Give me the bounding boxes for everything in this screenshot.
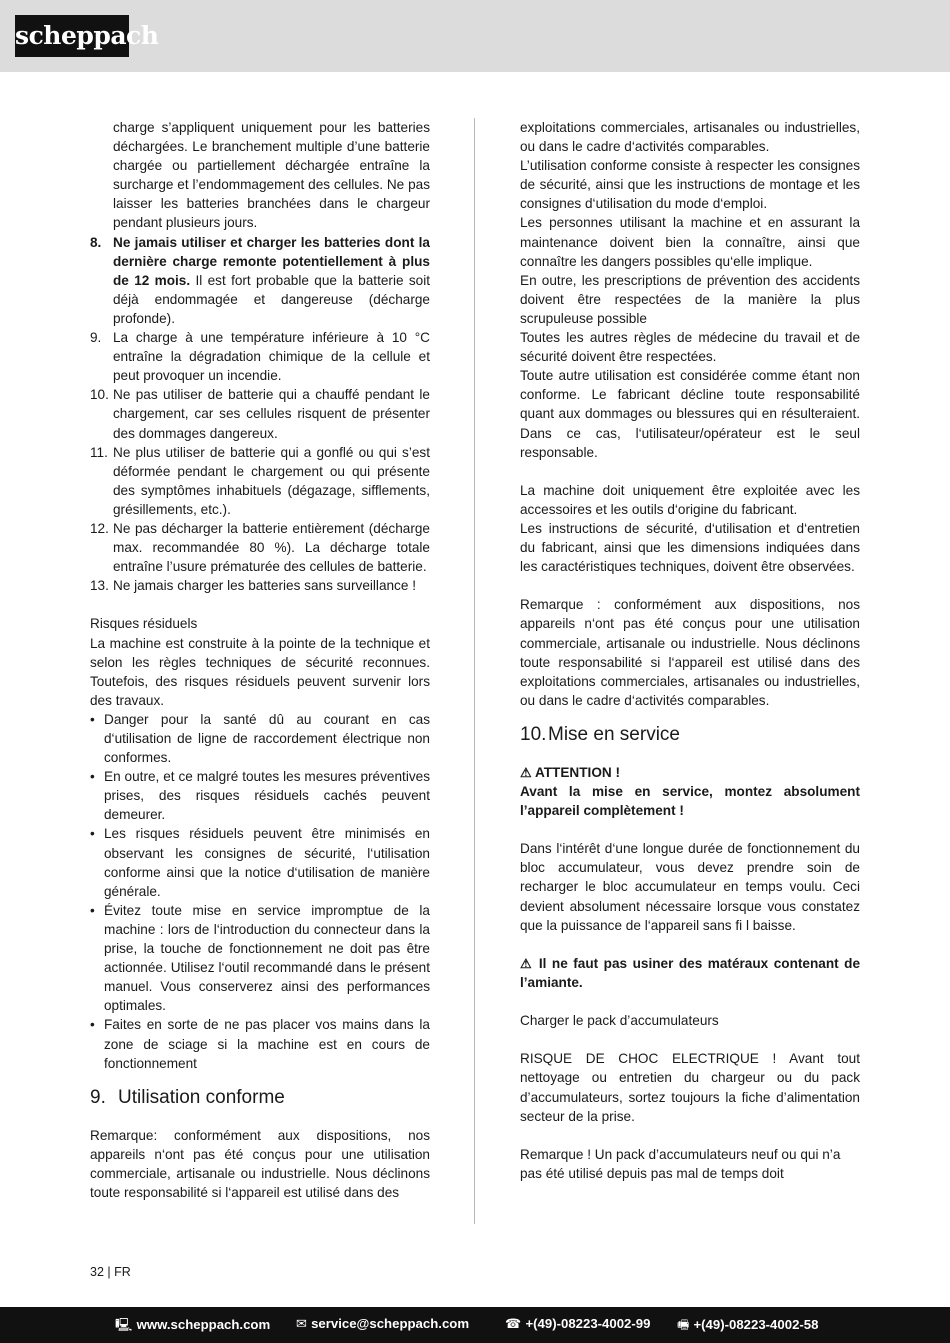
- item-number: 10.: [90, 387, 109, 403]
- item-text: Ne jamais charger les batteries sans surveillance !: [113, 578, 416, 594]
- website-link[interactable]: www.scheppach.com: [136, 1317, 271, 1332]
- paragraph: Les personnes utilisant la machine et en assurant la maintenance doivent bien la connaître, ainsi que connaître les dangers possibles qu‘elle implique.: [520, 215, 860, 269]
- section-number: 9.: [90, 1086, 106, 1108]
- paragraph: RISQUE DE CHOC ELECTRIQUE ! Avant tout nettoyage ou entretien du chargeur ou du pack d’accumulateurs, sortez toujours la fiche d’alimentation secteur de la prise.: [520, 1051, 860, 1124]
- bullet-item: [90, 824, 430, 900]
- section-9-heading: [90, 1086, 430, 1110]
- list-item-12: [90, 519, 430, 576]
- bullet-mark: •: [90, 711, 95, 727]
- header-band: [0, 0, 950, 72]
- column-divider: [474, 118, 475, 1224]
- bullet-item: [90, 901, 430, 1016]
- item-text: Ne pas utiliser de batterie qui a chauffé pendant le chargement, car ses cellules risquent de présenter des dommages dangereux.: [113, 387, 430, 441]
- bullet-mark: •: [90, 1017, 95, 1033]
- item-number: 12.: [90, 520, 109, 536]
- warning-icon: ⚠: [520, 764, 532, 780]
- computer-icon: 🖳: [115, 1317, 133, 1332]
- risques-title: Risques résiduels: [90, 616, 198, 632]
- section-title: Utilisation conforme: [118, 1086, 285, 1108]
- bullet-text: En outre, et ce malgré toutes les mesures préventives prises, des risques résiduels cachés peuvent demeurer.: [104, 769, 430, 823]
- section-9-paragraph: Remarque: conformément aux dispositions, nos appareils n‘ont pas été conçus pour une utilisation commerciale, artisanale ou industrielle. Nous déclinons toute responsabilité si l‘appareil est utilisé dans des: [90, 1127, 430, 1200]
- bullet-item: [90, 767, 430, 824]
- item-number: 8.: [90, 234, 102, 250]
- item-number: 11.: [90, 444, 108, 460]
- item-8-rest: Il est fort probable que la batterie soit déjà endommagée et dangereuse (décharge profonde).: [113, 272, 431, 326]
- bullet-text: Les risques résiduels peuvent être minimisés en observant les consignes de sécurité, l‘utilisation conforme ainsi que la notice d‘utilisation de manière générale.: [104, 826, 430, 899]
- footer-phone[interactable]: [505, 1316, 650, 1332]
- paragraph: Les instructions de sécurité, d‘utilisation et d‘entretien du fabricant, ainsi que les dimensions indiquées dans les caractéristiques techniques, doivent être observées.: [520, 520, 860, 575]
- list-item-13: [90, 576, 430, 595]
- bullet-mark: •: [90, 769, 95, 785]
- scheppach-logo: scheppach: [15, 15, 129, 57]
- item-7-continuation: charge s’appliquent uniquement pour les batteries déchargées. Le branchement multiple d’une batterie chargée ou partiellement déchargée entraîne la surcharge et l’endommagement des cellules. Ne pas laisser les batteries branchées dans le chargeur pendant plusieurs jours.: [113, 120, 430, 231]
- left-column: [90, 118, 430, 1202]
- list-item-9: [90, 328, 430, 385]
- paragraph: Remarque ! Un pack d’accumulateurs neuf ou qui n’a pas été utilisé depuis pas mal de temps doit: [520, 1146, 841, 1181]
- mail-icon: ✉: [296, 1316, 308, 1331]
- paragraph: Remarque : conformément aux dispositions, nos appareils n‘ont pas été conçus pour une utilisation commerciale, artisanale ou industrielle. Nous déclinons toute responsabilité si l‘appareil est utilisé dans des exploitations commerciales, artisanales ou industrielles, ou dans le cadre d‘activités comparables.: [520, 597, 860, 708]
- paragraph: L’utilisation conforme consiste à respecter les consignes de sécurité, ainsi que les instructions de montage et les consignes d‘utilisation du mode d‘emploi.: [520, 158, 860, 212]
- paragraph: Toutes les autres règles de médecine du travail et de sécurité doivent être respectées.: [520, 330, 860, 365]
- list-item-11: [90, 443, 430, 519]
- paragraph: Charger le pack d’accumulateurs: [520, 1013, 719, 1029]
- list-item-8: [90, 233, 430, 328]
- section-title: Mise en service: [548, 723, 680, 745]
- warning-icon: ⚠: [520, 955, 534, 971]
- phone-number[interactable]: +(49)-08223-4002-99: [525, 1316, 651, 1331]
- item-number: 9.: [90, 330, 102, 346]
- item-8-bold: Ne jamais utiliser et charger les batteries dont la dernière charge remonte potentiellement à plus de 12 mois.: [113, 234, 430, 288]
- fax-number: +(49)-08223-4002-58: [693, 1317, 819, 1332]
- paragraph: En outre, les prescriptions de prévention des accidents doivent être respectées de la manière la plus scrupuleuse possible: [520, 272, 860, 326]
- footer-bar: [0, 1307, 950, 1343]
- right-column: [520, 118, 860, 1183]
- item-text: La charge à une température inférieure à 10 °C entraîne la dégradation chimique de la cellule et peut provoquer un incendie.: [113, 330, 430, 384]
- bullet-text: Faites en sorte de ne pas placer vos mains dans la zone de sciage si la machine est en cours de fonctionnement: [104, 1017, 430, 1071]
- fax-icon: 🖷: [677, 1317, 690, 1332]
- bullet-mark: •: [90, 826, 95, 842]
- phone-icon: ☎: [505, 1316, 522, 1331]
- item-number: 13.: [90, 578, 109, 594]
- paragraph: La machine doit uniquement être exploitée avec les accessoires et les outils d‘origine du fabricant.: [520, 482, 860, 517]
- risques-intro: La machine est construite à la pointe de la technique et selon les règles techniques de sécurité reconnues. Toutefois, des risques résiduels peuvent survenir lors des travaux.: [90, 635, 430, 708]
- warning-text: Il ne faut pas usiner des matéraux contenant de l’amiante.: [520, 955, 861, 990]
- footer-email[interactable]: [296, 1316, 469, 1332]
- page-number: 32 | FR: [90, 1265, 131, 1279]
- bullet-text: Danger pour la santé dû au courant en cas d‘utilisation de ligne de raccordement électrique non conformes.: [104, 711, 430, 766]
- warning-text: Avant la mise en service, montez absolument l’appareil complètement !: [520, 784, 860, 819]
- footer-website[interactable]: [115, 1316, 270, 1338]
- item-text: Ne plus utiliser de batterie qui a gonflé ou qui s’est déformée pendant le chargement ou qui présente des symptômes inhabituels (dégazage, sifflements, grésillements, etc.).: [113, 444, 430, 517]
- paragraph: exploitations commerciales, artisanales ou industrielles, ou dans le cadre d‘activités comparables.: [520, 120, 860, 155]
- section-10-heading: [520, 723, 860, 747]
- paragraph: Dans l‘intérêt d‘une longue durée de fonctionnement du bloc accumulateur, vous devez prendre soin de recharger le bloc accumulateur en temps voulu. Ceci devient absolument nécessaire lorsque vous constatez que la puissance de l‘appareil sans fi l baisse.: [520, 841, 860, 933]
- bullet-text: Évitez toute mise en service impromptue de la machine : lors de l‘introduction du connecteur dans la prise, la touche de fonctionnement ne doit pas être actionnée. Utilisez l‘outil recommandé dans le présent manuel. Vous conserverez ainsi des performances optimales.: [104, 902, 430, 1014]
- footer-fax: [677, 1316, 818, 1338]
- section-number: 10.: [520, 723, 547, 745]
- bullet-item: [90, 710, 430, 767]
- warning-title: ATTENTION !: [534, 764, 621, 780]
- email-link[interactable]: service@scheppach.com: [311, 1316, 470, 1331]
- list-item-10: [90, 385, 430, 442]
- paragraph: Toute autre utilisation est considérée comme étant non conforme. Le fabricant décline toute responsabilité quant aux dommages ou blessures qui en résulteraient. Dans ce cas, l‘utilisateur/opérateur est le seul responsable.: [520, 368, 860, 460]
- bullet-mark: •: [90, 902, 95, 918]
- item-text: Ne pas décharger la batterie entièrement (décharge max. recommandée 80 %). La décharge totale entraîne l’usure prématurée des cellules de batterie.: [113, 520, 430, 575]
- bullet-item: [90, 1015, 430, 1072]
